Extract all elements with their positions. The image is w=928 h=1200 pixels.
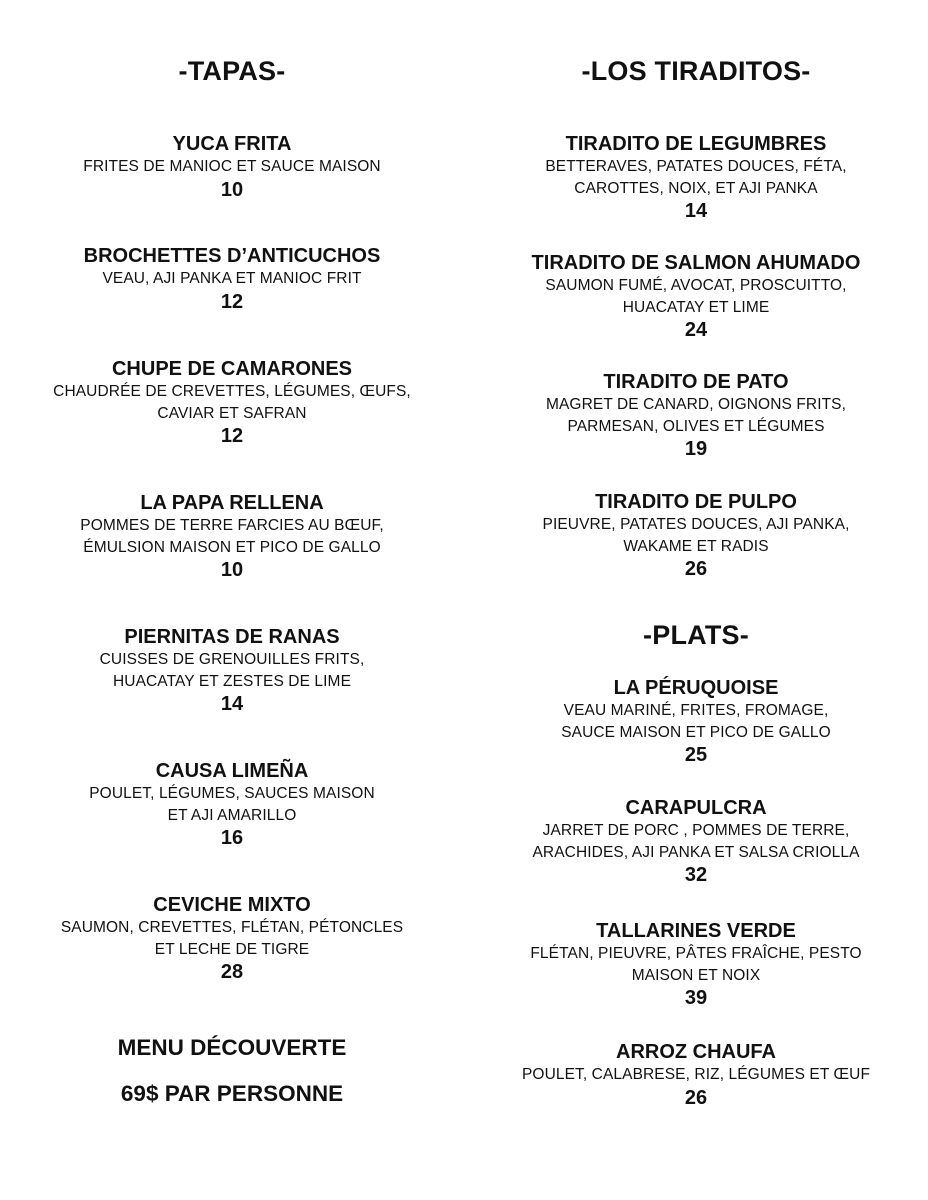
menu-item-tiradito-de-pulpo xyxy=(464,490,928,581)
menu-item-name: BROCHETTES D’ANTICUCHOS xyxy=(83,245,381,267)
menu-item-name: CEVICHE MIXTO xyxy=(153,894,311,916)
menu-item-description: BETTERAVES, PATATES DOUCES, FÉTA, xyxy=(545,158,847,175)
menu-item-description: PIEUVRE, PATATES DOUCES, AJI PANKA, xyxy=(542,516,850,533)
menu-item-name: TIRADITO DE SALMON AHUMADO xyxy=(531,252,861,274)
menu-item-tallarines-verde xyxy=(464,919,928,1010)
menu-item-price: 39 xyxy=(684,987,708,1009)
menu-item-description: MAISON ET NOIX xyxy=(631,966,761,984)
menu-item-price: 24 xyxy=(684,319,708,341)
menu-item-description: WAKAME ET RADIS xyxy=(623,537,769,555)
menu-item-description: SAUMON, CREVETTES, FLÉTAN, PÉTONCLES xyxy=(60,919,404,936)
menu-item-arroz-chaufa xyxy=(464,1040,928,1110)
menu-item-price: 26 xyxy=(684,558,708,580)
menu-item-description: ARACHIDES, AJI PANKA ET SALSA CRIOLLA xyxy=(532,843,860,861)
menu-item-name: LA PÉRUQUOISE xyxy=(613,677,779,699)
menu-item-price: 32 xyxy=(684,864,708,886)
menu-item-la-peruquoise xyxy=(464,676,928,767)
menu-item-description: HUACATAY ET ZESTES DE LIME xyxy=(112,672,352,690)
menu-item-name: LA PAPA RELLENA xyxy=(140,492,324,514)
menu-item-name: TALLARINES VERDE xyxy=(596,920,796,942)
menu-item-price: 10 xyxy=(220,178,244,201)
menu-item-carapulcra xyxy=(464,796,928,887)
menu-item-causa-limena xyxy=(0,759,464,850)
menu-item-tiradito-de-legumbres xyxy=(464,132,928,223)
menu-item-description: JARRET DE PORC , POMMES DE TERRE, xyxy=(542,822,850,839)
menu-item-price: 19 xyxy=(684,438,708,460)
menu-item-price: 16 xyxy=(220,827,244,849)
menu-item-name: CAUSA LIMEÑA xyxy=(155,760,309,782)
menu-item-name: CHUPE DE CAMARONES xyxy=(111,358,353,380)
menu-item-description: ET AJI AMARILLO xyxy=(167,806,297,824)
menu-decouverte-title: MENU DÉCOUVERTE xyxy=(117,1035,347,1060)
menu-item-name: CARAPULCRA xyxy=(625,797,767,819)
menu-item-name: TIRADITO DE PATO xyxy=(603,371,789,393)
menu-item-piernitas-de-ranas xyxy=(0,625,464,716)
menu-item-price: 25 xyxy=(684,744,708,766)
menu-item-brochettes-anticuchos xyxy=(0,244,464,314)
menu-item-description: CAROTTES, NOIX, ET AJI PANKA xyxy=(574,179,818,197)
menu-item-ceviche-mixto xyxy=(0,893,464,984)
menu-item-description: POMMES DE TERRE FARCIES AU BŒUF, xyxy=(80,517,384,534)
menu-item-description: SAUMON FUMÉ, AVOCAT, PROSCUITTO, xyxy=(545,277,847,294)
menu-item-description: VEAU MARINÉ, FRITES, FROMAGE, xyxy=(563,702,829,719)
menu-decouverte-price: 69$ PAR PERSONNE xyxy=(120,1081,344,1106)
menu-item-description: CHAUDRÉE DE CREVETTES, LÉGUMES, ŒUFS, xyxy=(53,383,411,400)
menu-item-description: CAVIAR ET SAFRAN xyxy=(157,404,307,422)
menu-item-description: SAUCE MAISON ET PICO DE GALLO xyxy=(561,723,831,741)
menu-item-tiradito-de-pato xyxy=(464,370,928,461)
menu-item-description: POULET, CALABRESE, RIZ, LÉGUMES ET ŒUF xyxy=(521,1066,871,1083)
menu-item-price: 12 xyxy=(220,425,244,447)
menu-item-description: MAGRET DE CANARD, OIGNONS FRITS, xyxy=(545,396,847,413)
menu-item-price: 14 xyxy=(220,693,244,715)
menu-item-name: PIERNITAS DE RANAS xyxy=(124,626,340,648)
menu-item-description: CUISSES DE GRENOUILLES FRITS, xyxy=(99,651,365,668)
section-heading-tiraditos: -LOS TIRADITOS- xyxy=(581,56,811,86)
menu-item-price: 14 xyxy=(684,200,708,222)
menu-item-price: 28 xyxy=(220,961,244,983)
section-heading-plats: -PLATS- xyxy=(643,620,749,650)
menu-item-description: VEAU, AJI PANKA ET MANIOC FRIT xyxy=(102,270,362,287)
menu-item-price: 12 xyxy=(220,290,244,313)
menu-item-price: 10 xyxy=(220,559,244,581)
menu-item-la-papa-rellena xyxy=(0,491,464,582)
menu-item-description: PARMESAN, OLIVES ET LÉGUMES xyxy=(567,417,825,435)
menu-item-price: 26 xyxy=(684,1086,708,1109)
menu-item-chupe-de-camarones xyxy=(0,357,464,448)
menu-item-tiradito-de-salmon-ahumado xyxy=(464,251,928,342)
menu-item-description: POULET, LÉGUMES, SAUCES MAISON xyxy=(89,785,375,802)
menu-item-name: YUCA FRITA xyxy=(172,133,292,155)
menu-item-name: TIRADITO DE PULPO xyxy=(595,491,797,513)
menu-item-description: FRITES DE MANIOC ET SAUCE MAISON xyxy=(83,158,381,175)
menu-item-name: TIRADITO DE LEGUMBRES xyxy=(565,133,827,155)
menu-item-yuca-frita xyxy=(0,132,464,202)
menu-item-name: ARROZ CHAUFA xyxy=(616,1041,776,1063)
menu-item-description: FLÉTAN, PIEUVRE, PÂTES FRAÎCHE, PESTO xyxy=(530,945,862,962)
section-heading-tapas: -TAPAS- xyxy=(178,56,286,86)
menu-item-description: ET LECHE DE TIGRE xyxy=(154,940,310,958)
menu-item-description: HUACATAY ET LIME xyxy=(622,298,770,316)
menu-item-description: ÉMULSION MAISON ET PICO DE GALLO xyxy=(83,538,381,556)
